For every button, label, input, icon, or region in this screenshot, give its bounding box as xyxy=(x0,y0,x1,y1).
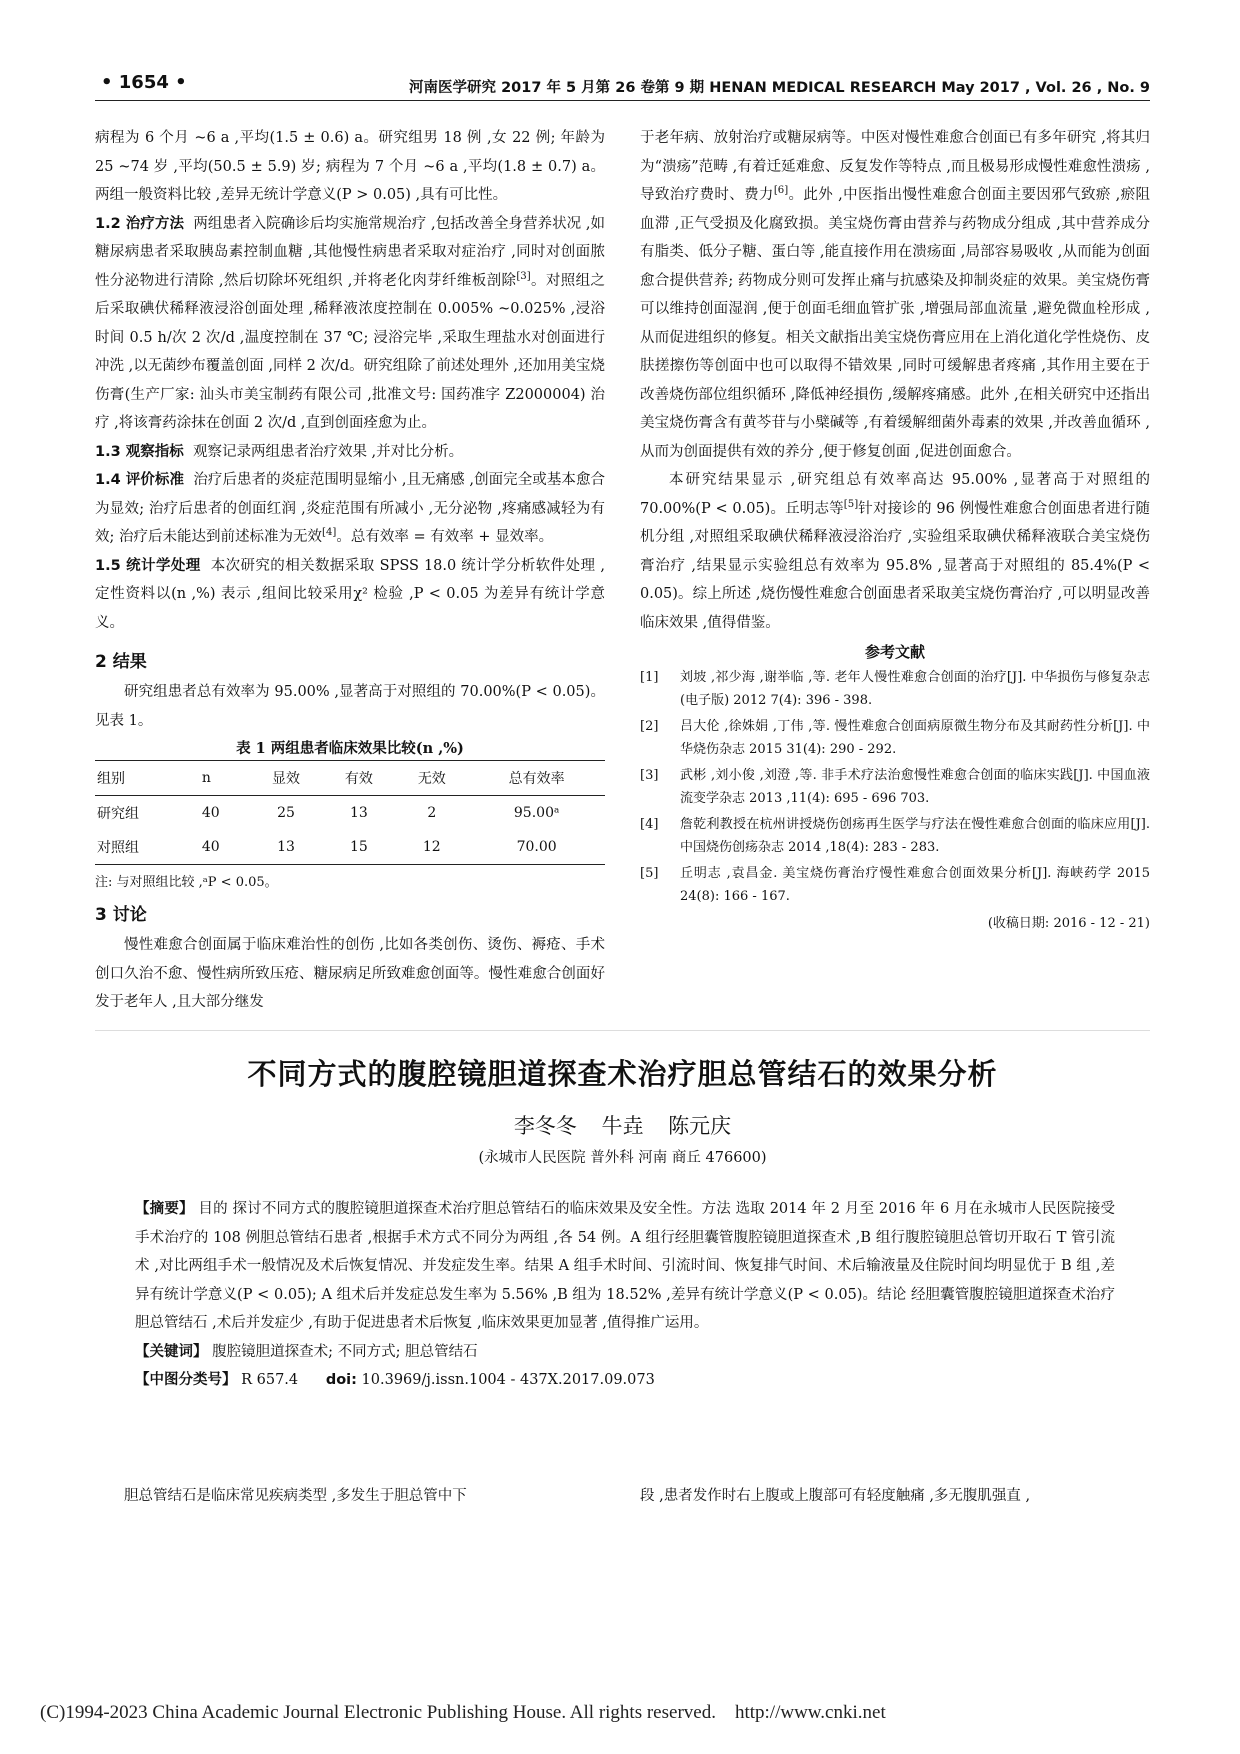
table-header-cell: 有效 xyxy=(344,771,373,787)
page-number: • 1654 • xyxy=(101,72,187,93)
paragraph-text: 。此外 ,中医指出慢性难愈合创面主要因邪气致瘀 ,瘀阻血滞 ,正气受损及化腐致损。美宝烧伤膏由营养与药物成分组成 ,其中营养成分有脂类、低分子糖、蛋白等 ,能直接作用在溃疡面 ,局部容易吸收 ,从而能为创面愈合提供营养; 药物成分则可发挥止痛与抗感染及抑制炎症的效果。美宝烧伤膏可以维持创面湿润 ,便于创面毛细血管扩张 ,增强局部血流量 ,避免微血栓形成 ,从而促进组织的修复。相关文献指出美宝烧伤膏应用在上消化道化学性烧伤、皮肤搓擦伤等创面中也可以取得不错效果 ,同时可缓解患者疼痛 ,其作用主要在于改善烧伤部位组织循环 ,降低神经損伤 ,缓解疼痛感。此外 ,在相关研究中还指出美宝烧伤膏含有黄芩苷与小檗碱等 ,有着缓解细菌外毒素的效果 ,并改善血循环 ,从而为创面提供有效的养分 ,便于修复创面 ,促进创面愈合。 xyxy=(640,187,1151,460)
table-header-cell: 无效 xyxy=(417,771,446,787)
copyright-footer xyxy=(40,1702,1200,1724)
citation: [6] xyxy=(773,185,789,197)
reference-list xyxy=(640,666,1150,908)
table-row xyxy=(95,796,605,831)
running-header xyxy=(95,72,1150,101)
section-heading: 1.5 统计学处理 xyxy=(95,557,201,574)
reference-text: 刘坡 ,祁少海 ,谢举临 ,等. 老年人慢性难愈合创面的治疗[J]. 中华损伤与修复杂志(电子版) 2012 7(4): 396 - 398. xyxy=(680,670,1150,708)
paragraph: 段 ,患者发作时右上腹或上腹部可有轻度触痛 ,多无腹肌强直 , xyxy=(640,1488,1031,1504)
reference-text: 丘明志 ,袁昌金. 美宝烧伤膏治疗慢性难愈合创面效果分析[J]. 海峡药学 2015 24(8): 166 - 167. xyxy=(680,866,1150,904)
reference-number: [3] xyxy=(640,768,659,783)
left-column xyxy=(95,124,605,1017)
paragraph-text: 治疗后患者的炎症范围明显缩小 ,且无痛感 ,创面完全或基本愈合为显效; 治疗后患者的创面红润 ,炎症范围有所减小 ,无分泌物 ,疼痛感减轻为有效; 治疗后未能达到前述标准为无效 xyxy=(95,472,606,545)
keywords-text: 腹腔镜胆道探查术; 不同方式; 胆总管结石 xyxy=(212,1343,478,1360)
doi-label: doi: xyxy=(325,1372,357,1388)
table-cell: 2 xyxy=(427,805,437,821)
table-cell: 40 xyxy=(201,805,220,821)
citation: [5] xyxy=(843,498,859,510)
section-1-2 xyxy=(95,210,605,438)
section-1-3 xyxy=(95,438,605,467)
reference-item xyxy=(640,666,1150,712)
table-cell: 15 xyxy=(349,839,368,855)
article-body-right xyxy=(640,1482,1150,1511)
paragraph-text: 两组患者入院确诊后均实施常规治疗 ,包括改善全身营养状况 ,如糖尿病患者采取胰岛素控制血糖 ,其他慢性病患者采取对症治疗 ,同时对创面脓性分泌物进行清除 ,然后切除坏死组织 ,并将老化肉芽纤维板剖除 xyxy=(95,215,606,289)
citation: [4] xyxy=(322,527,337,539)
section-heading: 1.4 评价标准 xyxy=(95,472,185,488)
section-1-4 xyxy=(95,466,605,552)
reference-text: 詹乾利教授在杭州讲授烧伤创疡再生医学与疗法在慢性难愈合创面的临床应用[J]. 中国烧伤创疡杂志 2014 ,18(4): 283 - 283. xyxy=(680,817,1150,855)
paragraph-text: 于老年病、放射治疗或糖尿病等。中医对慢性难愈合创面已有多年研究 ,将其归为“溃疡”范畴 ,有着迁延难愈、反复发作等特点 ,而且极易形成慢性难愈性溃疡 ,导致治疗费时、费力 xyxy=(640,130,1150,203)
keywords xyxy=(135,1338,1115,1367)
results-table xyxy=(95,760,605,865)
table-header-cell: n xyxy=(201,770,211,786)
table-cell: 研究组 xyxy=(97,806,139,822)
reference-text: 武彬 ,刘小俊 ,刘澄 ,等. 非手术疗法治愈慢性难愈合创面的临床实践[J]. 中国血液流变学杂志 2013 ,11(4): 695 - 696 703. xyxy=(680,768,1150,806)
discussion-heading: 3 讨论 xyxy=(95,905,147,925)
references-heading: 参考文献 xyxy=(864,643,925,661)
reference-item xyxy=(640,862,1150,908)
table-header-row xyxy=(95,761,605,796)
table-header-cell: 组别 xyxy=(97,771,125,787)
copyright-text: (C)1994-2023 China Academic Journal Electronic Publishing House. All rights reserved. xyxy=(40,1702,716,1723)
table-cell: 对照组 xyxy=(97,840,139,856)
discussion-paragraph: 慢性难愈合创面属于临床难治性的创伤 ,比如各类创伤、烫伤、褥疮、手术创口久治不愈、慢性病所致压疮、糖尿病足所致难愈创面等。慢性难愈合创面好发于老年人 ,且大部分继发 xyxy=(95,937,605,1010)
paragraph-text: 。对照组之后采取碘伏稀释液浸浴创面处理 ,稀释液浓度控制在 0.005% ~0.025% ,浸浴时间 0.5 h/次 2 次/d ,温度控制在 37 ℃; 浸浴完毕 ,采取生理盐水对创面进行冲洗 ,以无菌纱布覆盖创面 ,同样 2 次/d。研究组除了前述处理外 ,还加用美宝烧伤膏(生产厂家: 汕头市美宝制药有限公司 ,批准文号: 国药准字 Z2000004) 治疗 ,将该膏药涂抹在创面 2 次/d ,直到创面痊愈为止。 xyxy=(95,272,606,431)
paragraph: 病程为 6 个月 ~6 a ,平均(1.5 ± 0.6) a。研究组男 18 例 ,女 22 例; 年龄为 25 ~74 岁 ,平均(50.5 ± 5.9) 岁; 病程为 7 个月 ~6 a ,平均(1.8 ± 0.7) a。两组一般资料比较 ,差异无统计学意义(P > 0.05) ,具有可比性。 xyxy=(95,130,605,203)
section-divider xyxy=(95,1030,1150,1031)
reference-number: [1] xyxy=(640,670,659,685)
paragraph-text: 。总有效率 = 有效率 + 显效率。 xyxy=(336,529,554,545)
paragraph-text: 针对接诊的 96 例慢性难愈合创面患者进行随机分组 ,对照组采取碘伏稀释液浸浴治疗 ,实验组采取碘伏稀释液联合美宝烧伤膏治疗 ,结果显示实验组总有效率为 95.8% ,显著高于对照组的 85.4%(P < 0.05)。综上所述 ,烧伤慢性难愈合创面患者采取美宝烧伤膏治疗 ,可以明显改善临床效果 ,值得借鉴。 xyxy=(640,500,1150,631)
reference-number: [4] xyxy=(640,817,659,832)
section-heading: 1.3 观察指标 xyxy=(95,443,184,460)
abstract-block xyxy=(135,1195,1115,1395)
table-cell: 40 xyxy=(201,839,220,855)
classification-text: R 657.4 xyxy=(241,1372,299,1388)
received-date: (收稿日期: 2016 - 12 - 21) xyxy=(987,916,1150,931)
abstract-label: 【摘要】 xyxy=(135,1201,194,1217)
article-authors: 李冬冬 牛垚 陈元庆 xyxy=(513,1114,732,1138)
table-header-cell: 显效 xyxy=(272,771,300,787)
journal-info: 河南医学研究 2017 年 5 月第 26 卷第 9 期 HENAN MEDICAL RESEARCH May 2017 , Vol. 26 , No. 9 xyxy=(409,80,1150,96)
paragraph xyxy=(640,124,1150,466)
classification-label: 【中图分类号】 xyxy=(135,1372,237,1388)
paragraph-text: 本研究结果显示 ,研究组总有效率高达 95.00% ,显著高于对照组的 70.00%(P < 0.05)。丘明志等 xyxy=(640,472,1150,517)
reference-item xyxy=(640,764,1150,810)
table-title: 表 1 两组患者临床效果比较(n ,%) xyxy=(236,740,464,757)
footer-url: http://www.cnki.net xyxy=(734,1702,886,1723)
results-paragraph: 研究组患者总有效率为 95.00% ,显著高于对照组的 70.00%(P < 0.05)。见表 1。 xyxy=(95,684,605,729)
reference-text: 吕大伦 ,徐姝娟 ,丁伟 ,等. 慢性难愈合创面病原微生物分布及其耐药性分析[J]. 中华烧伤杂志 2015 31(4): 290 - 292. xyxy=(680,719,1150,757)
results-heading: 2 结果 xyxy=(95,652,147,672)
table-cell: 70.00 xyxy=(516,839,557,855)
reference-item xyxy=(640,715,1150,761)
paragraph-text: 本次研究的相关数据采取 SPSS 18.0 统计学分析软件处理 ,定性资料以(n ,%) 表示 ,组间比较采用χ² 检验 ,P < 0.05 为差异有统计学意义。 xyxy=(95,557,605,631)
abstract xyxy=(135,1195,1115,1338)
article-body-left xyxy=(95,1482,605,1511)
table-cell: 25 xyxy=(277,805,295,821)
right-column xyxy=(640,124,1150,931)
section-heading: 1.2 治疗方法 xyxy=(95,215,185,232)
table-row xyxy=(95,830,605,865)
table-cell: 13 xyxy=(349,805,368,821)
abstract-text: 目的 探讨不同方式的腹腔镜胆道探查术治疗胆总管结石的临床效果及安全性。方法 选取 2014 年 2 月至 2016 年 6 月在永城市人民医院接受手术治疗的 108 例胆总管结石患者 ,根据手术方式不同分为两组 ,各 54 例。A 组行经胆囊管腹腔镜胆道探查术 ,B 组行腹腔镜胆总管切开取石 T 管引流术 ,对比两组手术一般情况及术后恢复情况、并发症发生率。结果 A 组手术时间、引流时间、恢复排气时间、术后输液量及住院时间均明显优于 B 组 ,差异有统计学意义(P < 0.05); A 组术后并发症总发生率为 5.56% ,B 组为 18.52% ,差异有统计学意义(P < 0.05)。结论 经胆囊管腹腔镜胆道探查术治疗胆总管结石 ,术后并发症少 ,有助于促进患者术后恢复 ,临床效果更加显著 ,值得推广运用。 xyxy=(135,1201,1116,1331)
classification xyxy=(135,1366,1115,1395)
reference-item xyxy=(640,813,1150,859)
doi-text: 10.3969/j.issn.1004 - 437X.2017.09.073 xyxy=(361,1372,655,1388)
citation: [3] xyxy=(516,270,531,282)
paragraph: 胆总管结石是临床常见疾病类型 ,多发生于胆总管中下 xyxy=(124,1488,467,1504)
table-note: 注: 与对照组比较 ,ᵃP < 0.05。 xyxy=(95,875,278,890)
reference-number: [5] xyxy=(640,866,659,881)
table-cell: 95.00ᵃ xyxy=(513,805,560,821)
paragraph xyxy=(640,466,1150,637)
table-cell: 12 xyxy=(422,839,441,855)
article-title: 不同方式的腹腔镜胆道探查术治疗胆总管结石的效果分析 xyxy=(247,1057,998,1091)
reference-number: [2] xyxy=(640,719,659,734)
table-cell: 13 xyxy=(277,839,295,855)
keywords-label: 【关键词】 xyxy=(135,1343,208,1360)
paragraph-text: 观察记录两组患者治疗效果 ,并对比分析。 xyxy=(192,443,464,460)
article-affiliation: (永城市人民医院 普外科 河南 商丘 476600) xyxy=(478,1150,767,1166)
table-header-cell: 总有效率 xyxy=(508,771,565,787)
section-1-5 xyxy=(95,552,605,638)
